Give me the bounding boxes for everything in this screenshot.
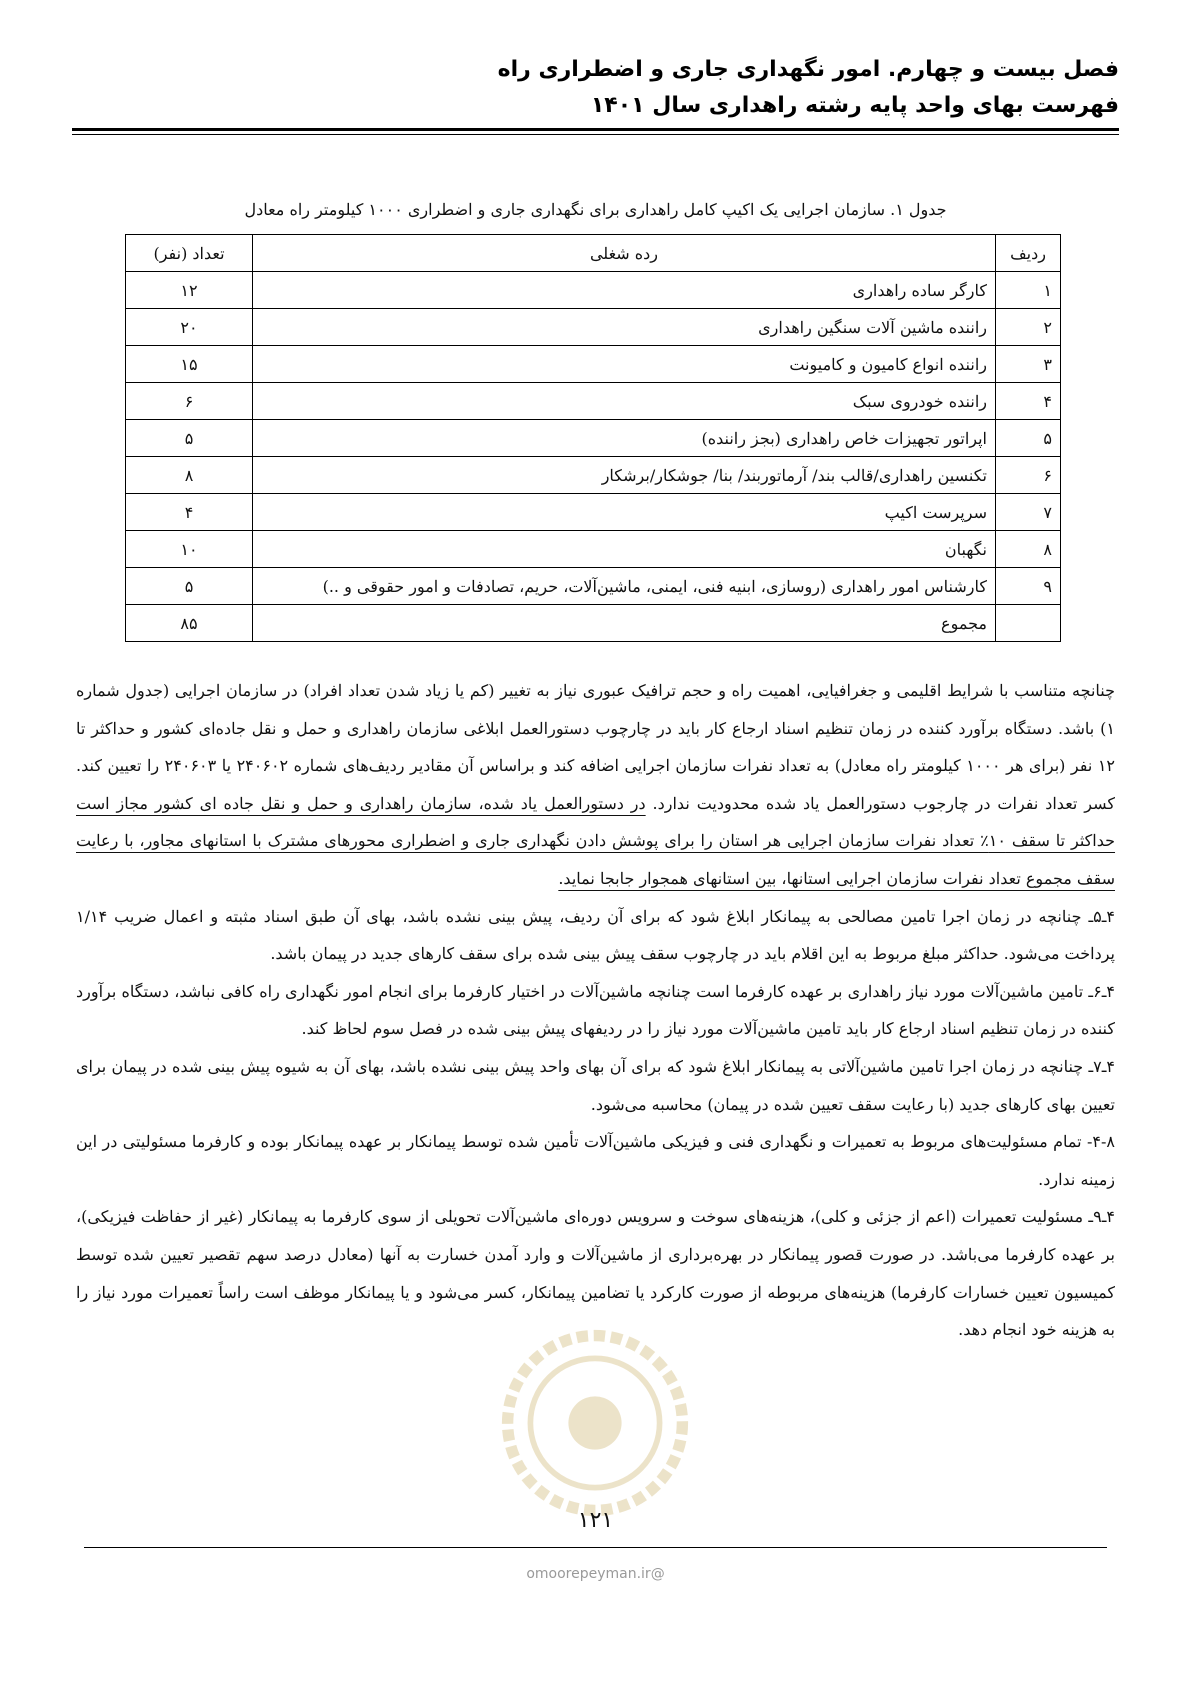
staff-count: ۱۰: [126, 531, 253, 568]
job-title: نگهبان: [253, 531, 996, 568]
header-job-title: رده شغلی: [253, 235, 996, 272]
body-text: [76, 672, 1115, 1349]
row-number: ۸: [996, 531, 1061, 568]
job-title: کارشناس امور راهداری (روسازی، ابنیه فنی، ایمنی، ماشین‌آلات، حریم، تصادفات و امور حقوقی و ..): [253, 568, 996, 605]
table-row: [126, 494, 1061, 531]
paragraph-staffing-adjustment: [76, 672, 1115, 898]
staff-count: ۸: [126, 457, 253, 494]
job-title: راننده ماشین آلات سنگین راهداری: [253, 309, 996, 346]
job-title: اپراتور تجهیزات خاص راهداری (بجز راننده): [253, 420, 996, 457]
total-count: ۸۵: [126, 605, 253, 642]
table-row: [126, 309, 1061, 346]
header-row-number: ردیف: [996, 235, 1061, 272]
job-title: راننده خودروی سبک: [253, 383, 996, 420]
table-row: [126, 531, 1061, 568]
row-number: ۷: [996, 494, 1061, 531]
document-title: فهرست بهای واحد پایه رشته راهداری سال ۱۴۰۱: [590, 93, 1119, 118]
row-number: ۲: [996, 309, 1061, 346]
job-title: سرپرست اکیپ: [253, 494, 996, 531]
staff-count: ۱۵: [126, 346, 253, 383]
row-number: ۵: [996, 420, 1061, 457]
total-empty-cell: [996, 605, 1061, 642]
row-number: ۱: [996, 272, 1061, 309]
staff-count: ۵: [126, 420, 253, 457]
staff-count: ۲۰: [126, 309, 253, 346]
footer-rule: [84, 1547, 1107, 1548]
table-row: [126, 568, 1061, 605]
page-number: ۱۲۱: [577, 1508, 614, 1533]
table-caption: جدول ۱. سازمان اجرایی یک اکیپ کامل راهداری برای نگهداری جاری و اضطراری ۱۰۰۰ کیلومتر راه معادل: [244, 200, 947, 219]
staff-count: ۵: [126, 568, 253, 605]
table-row: [126, 457, 1061, 494]
paragraph-4-9: ۴ـ۹ـ مسئولیت تعمیرات (اعم از جزئی و کلی)، هزینه‌های سوخت و سرویس دوره‌ای ماشین‌آلات تحویلی از سوی کارفرما به پیمانکار (غیر از حفاظت فیزیکی)، بر عهده کارفرما می‌باشد. در صورت قصور پیمانکار در بهره‌برداری از ماشین‌آلات و وارد آمدن خسارت به آنها (معادل درصد سهم تقصیر تعیین شده توسط کمیسیون تعیین خسارات کارفرما) هزینه‌های مربوطه از صورت کارکرد یا تضامین پیمانکار، کسر می‌شود و یا پیمانکار موظف است راساً تعمیرات مورد نیاز را به هزینه خود انجام دهد.: [76, 1207, 1115, 1340]
total-label: مجموع: [253, 605, 996, 642]
staffing-table: [125, 234, 1061, 642]
paragraph-4-8: ۴-۸- تمام مسئولیت‌های مربوط به تعمیرات و نگهداری فنی و فیزیکی ماشین‌آلات تأمین شده توسط پیمانکار بر عهده پیمانکار بوده و کارفرما مسئولیتی در این زمینه ندارد.: [76, 1132, 1115, 1189]
staff-count: ۴: [126, 494, 253, 531]
paragraph-text: چنانچه متناسب با شرایط اقلیمی و جغرافیایی، اهمیت راه و حجم ترافیک عبوری نیاز به تغییر (کم یا زیاد شدن تعداد افراد) در سازمان اجرایی (جدول شماره ۱) باشد. دستگاه برآورد کننده در زمان تنظیم اسناد ارجاع کار باید در چارچوب دستورالعمل ابلاغی سازمان راهداری و حمل و نقل جاده‌ای کشور و حداکثر تا ۱۲ نفر (برای هر ۱۰۰۰ کیلومتر راه معادل) به تعداد نفرات سازمان اجرایی اضافه کند و براساس آن مقادیر ردیف‌های شماره ۲۴۰۶۰۲ یا ۲۴۰۶۰۳ را تعیین کند. کسر تعداد نفرات در چارجوب دستورالعمل یاد شده محدودیت ندارد.: [76, 681, 1115, 813]
job-title: راننده انواع کامیون و کامیونت: [253, 346, 996, 383]
page-header: [72, 52, 1119, 124]
watermark-seal-icon: [500, 1328, 690, 1518]
header-count: تعداد (نفر): [126, 235, 253, 272]
job-title: کارگر ساده راهداری: [253, 272, 996, 309]
staff-count: ۱۲: [126, 272, 253, 309]
table-row: [126, 420, 1061, 457]
table-row: [126, 272, 1061, 309]
chapter-title: فصل بیست و چهارم. امور نگهداری جاری و اضطراری راه: [497, 57, 1119, 82]
paragraph-4-6: ۴ـ۶ـ تامین ماشین‌آلات مورد نیاز راهداری بر عهده کارفرما است چنانچه ماشین‌آلات در اختیار کارفرما برای انجام امور نگهداری راه کافی نباشد، دستگاه برآورد کننده در زمان تنظیم اسناد ارجاع کار باید تامین ماشین‌آلات مورد نیاز را در ردیفهای پیش بینی شده در فصل سوم لحاظ کند.: [76, 981, 1115, 1039]
row-number: ۶: [996, 457, 1061, 494]
paragraph-4-7: ۴ـ۷ـ چنانچه در زمان اجرا تامین ماشین‌آلاتی به پیمانکار ابلاغ شود که برای آن بهای واحد پیش بینی نشده باشد، بهای آن به شیوه پیش بینی شده در پیمان برای تعیین بهای کارهای جدید (با رعایت سقف تعیین شده در پیمان) محاسبه می‌شود.: [76, 1056, 1116, 1114]
row-number: ۹: [996, 568, 1061, 605]
table-row: [126, 383, 1061, 420]
job-title: تکنسین راهداری/قالب بند/ آرماتوربند/ بنا/ جوشکار/برشکار: [253, 457, 996, 494]
row-number: ۴: [996, 383, 1061, 420]
header-rule-thin: [72, 134, 1119, 135]
table-row: [126, 346, 1061, 383]
paragraph-4-5: ۴ـ۵ـ چنانچه در زمان اجرا تامین مصالحی به پیمانکار ابلاغ شود که برای آن ردیف، پیش بینی نشده باشد، بهای آن طبق اسناد مثبته و اعمال ضریب ۱/۱۴ پرداخت می‌شود. حداکثر مبلغ مربوط به این اقلام باید در چارچوب سقف پیش بینی شده برای سقف کارهای جدید در پیمان باشد.: [76, 906, 1115, 964]
underlined-text: در دستورالعمل یاد شده، سازمان راهداری و حمل و نقل جاده ای کشور مجاز است حداکثر تا سقف ۱۰٪ تعداد نفرات سازمان اجرایی هر استان را برای پوشش دادن نگهداری جاری و اضطراری محورهای مشترک با استانهای مجاور، با رعایت سقف مجموع تعداد نفرات سازمان اجرایی استانها، بین استانهای همجوار جابجا نماید.: [76, 793, 1116, 888]
row-number: ۳: [996, 346, 1061, 383]
table-header-row: [126, 235, 1061, 272]
table-total-row: [126, 605, 1061, 642]
staff-count: ۶: [126, 383, 253, 420]
website-watermark: @omoorepeyman.ir: [526, 1566, 665, 1582]
header-rule-thick: [72, 128, 1119, 131]
